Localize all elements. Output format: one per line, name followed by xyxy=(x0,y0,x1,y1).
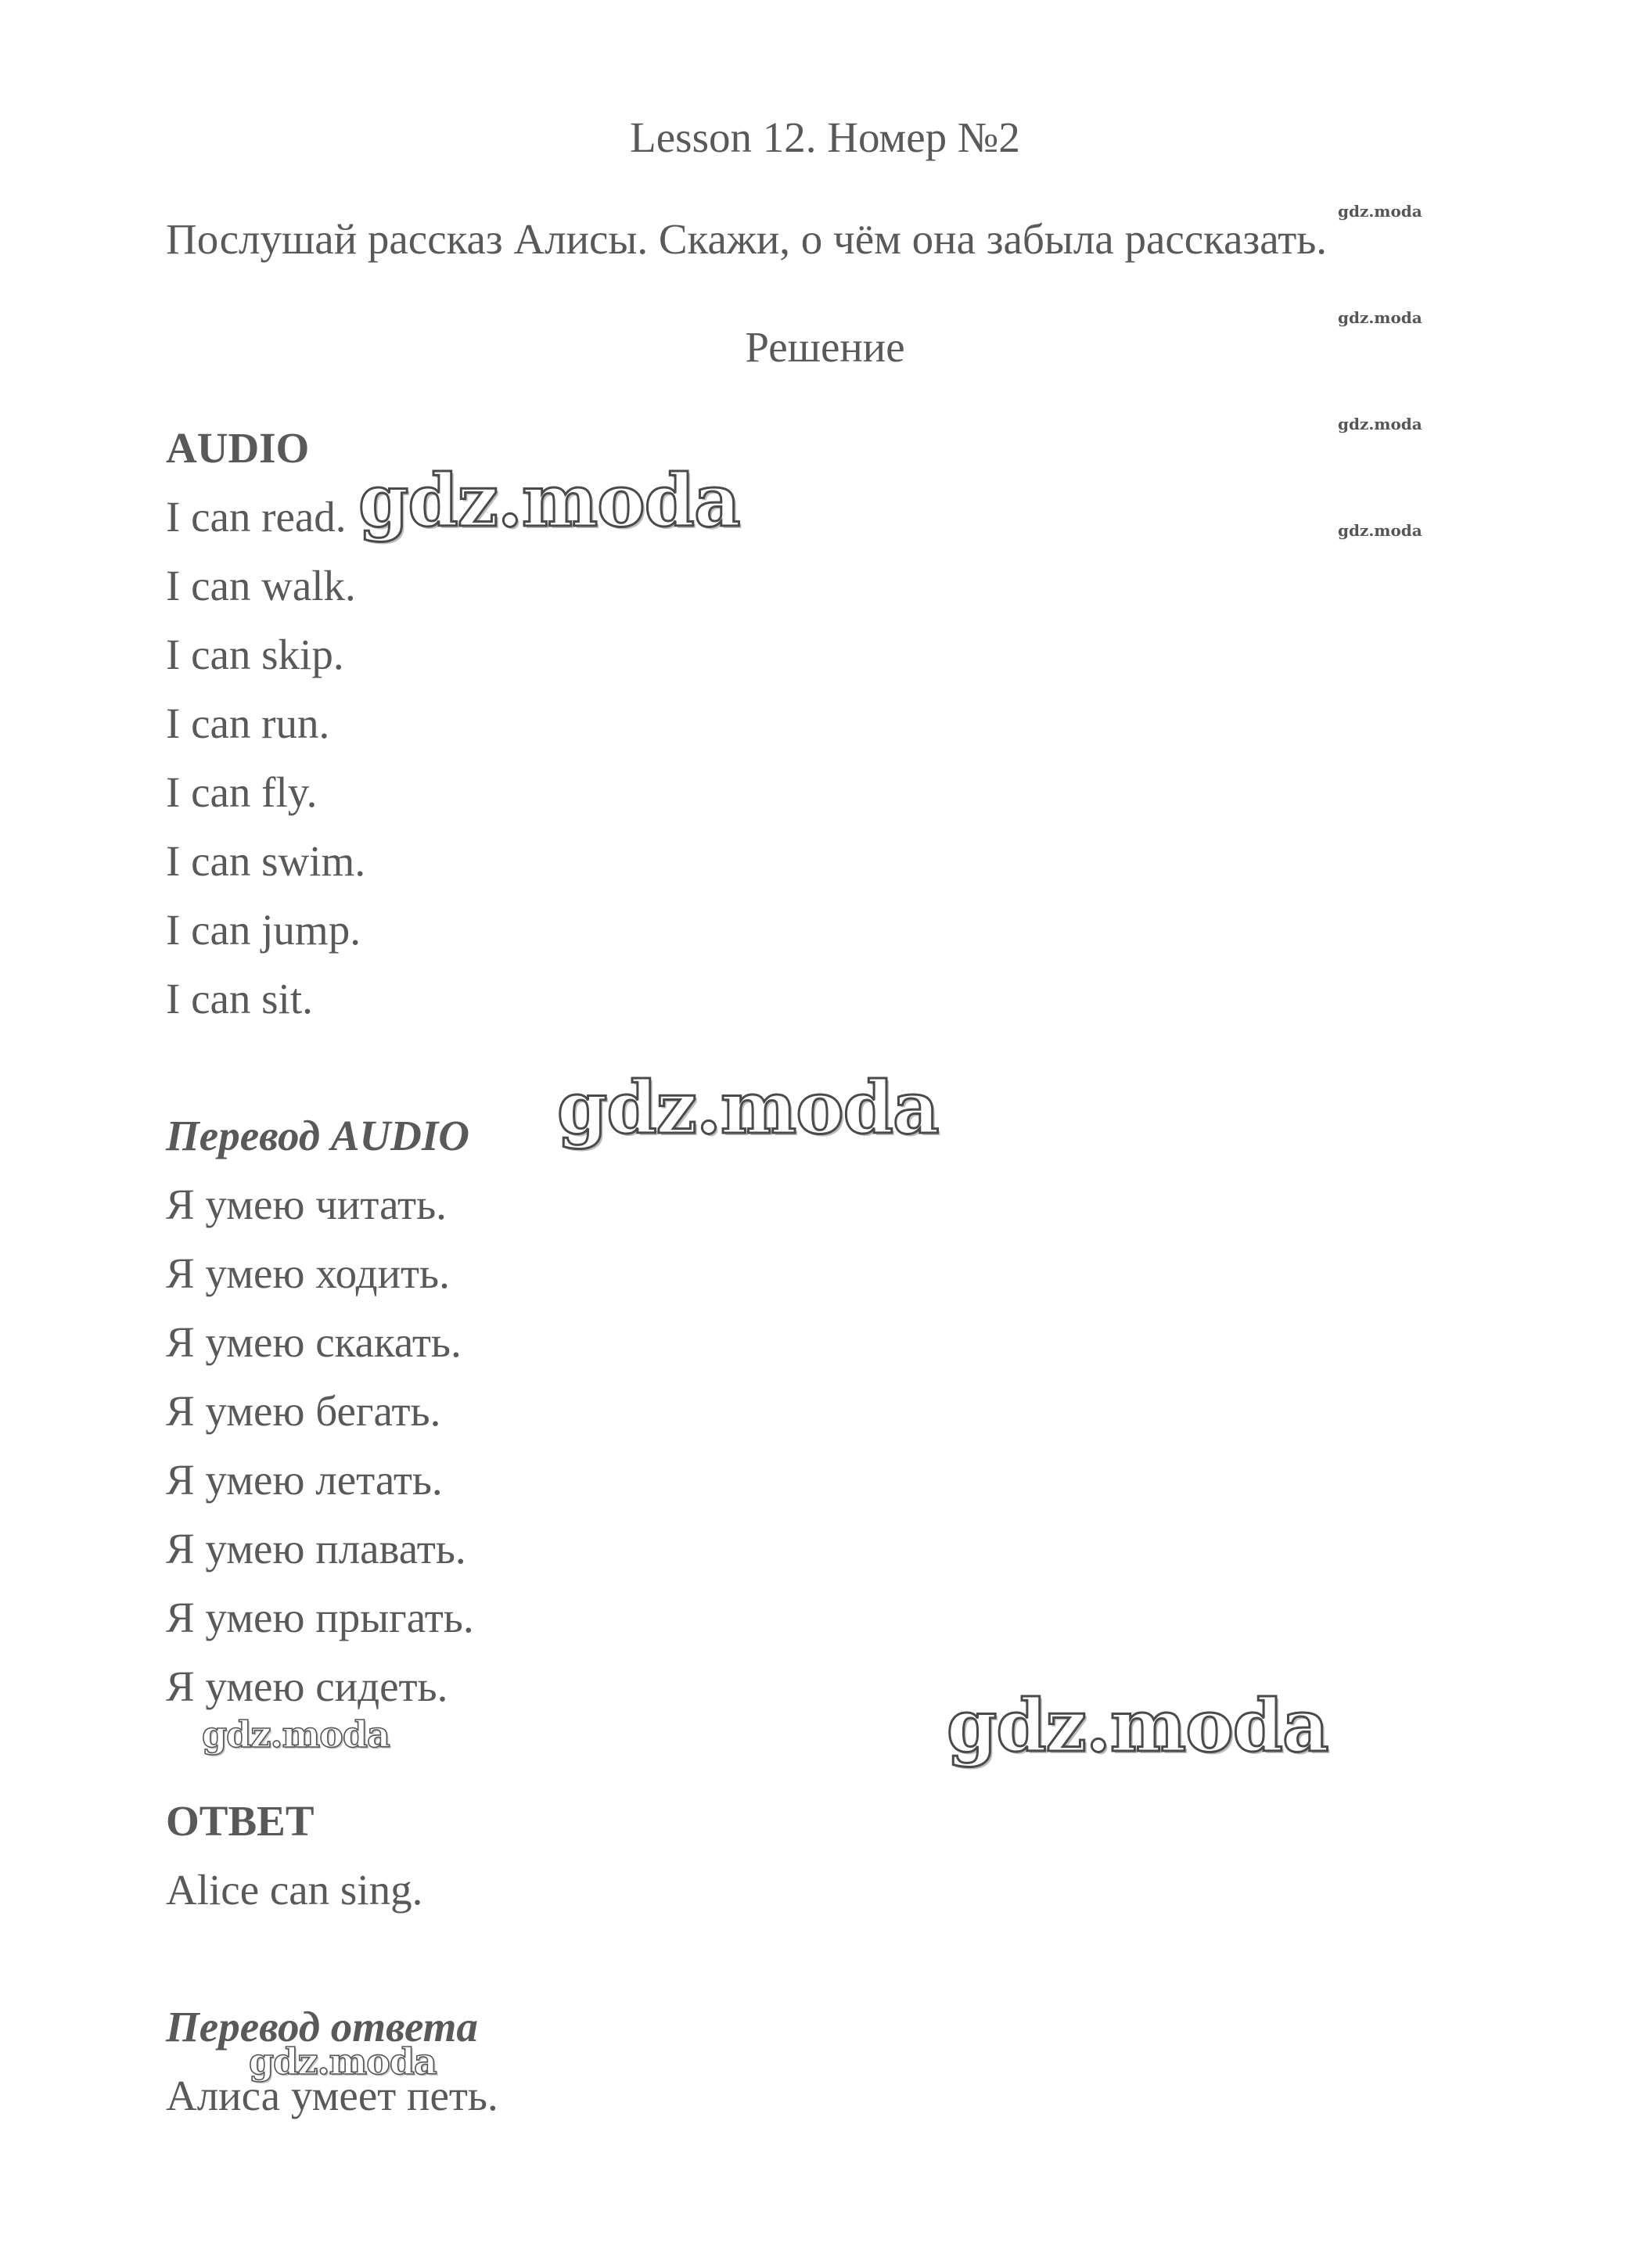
audio-line: I can jump. xyxy=(166,906,361,954)
watermark: gdz.moda xyxy=(947,1684,1328,1768)
answer-translation-text: Алиса умеет петь. xyxy=(166,2072,498,2119)
translation-line: Я умею ходить. xyxy=(166,1249,450,1297)
translation-line: Я умею скакать. xyxy=(166,1318,462,1366)
audio-line: I can run. xyxy=(166,699,330,747)
translation-line: Я умею летать. xyxy=(166,1456,443,1504)
watermark: gdz.moda xyxy=(202,1713,390,1756)
watermark: gdz.moda xyxy=(557,1066,939,1150)
audio-line: I can swim. xyxy=(166,837,366,885)
translation-line: Я умею плавать. xyxy=(166,1525,466,1573)
watermark: gdz.moda xyxy=(358,458,740,543)
audio-line: I can sit. xyxy=(166,975,313,1023)
answer-text: Alice can sing. xyxy=(166,1866,423,1914)
translation-line: Я умею читать. xyxy=(166,1181,447,1228)
watermark: gdz.moda xyxy=(1338,308,1422,327)
watermark: gdz.moda xyxy=(1338,202,1422,221)
solution-label: Решение xyxy=(745,323,905,371)
audio-line: I can walk. xyxy=(166,562,356,609)
watermark: gdz.moda xyxy=(1338,415,1422,433)
audio-line: I can fly. xyxy=(166,768,318,816)
audio-heading: AUDIO xyxy=(166,424,310,472)
audio-translation-heading: Перевод AUDIO xyxy=(166,1112,470,1159)
watermark: gdz.moda xyxy=(1338,521,1422,540)
watermark: gdz.moda xyxy=(249,2040,437,2083)
translation-line: Я умею бегать. xyxy=(166,1387,441,1435)
translation-line: Я умею прыгать. xyxy=(166,1594,474,1641)
task-text: Послушай рассказ Алисы. Скажи, о чём она забыла рассказать. xyxy=(166,215,1328,263)
audio-line: I can skip. xyxy=(166,631,344,678)
answer-heading: ОТВЕТ xyxy=(166,1797,315,1845)
page-title: Lesson 12. Номер №2 xyxy=(630,113,1020,161)
answer-translation-heading: Перевод ответа xyxy=(166,2003,478,2051)
translation-line: Я умею сидеть. xyxy=(166,1662,448,1710)
audio-line: I can read. xyxy=(166,493,347,541)
